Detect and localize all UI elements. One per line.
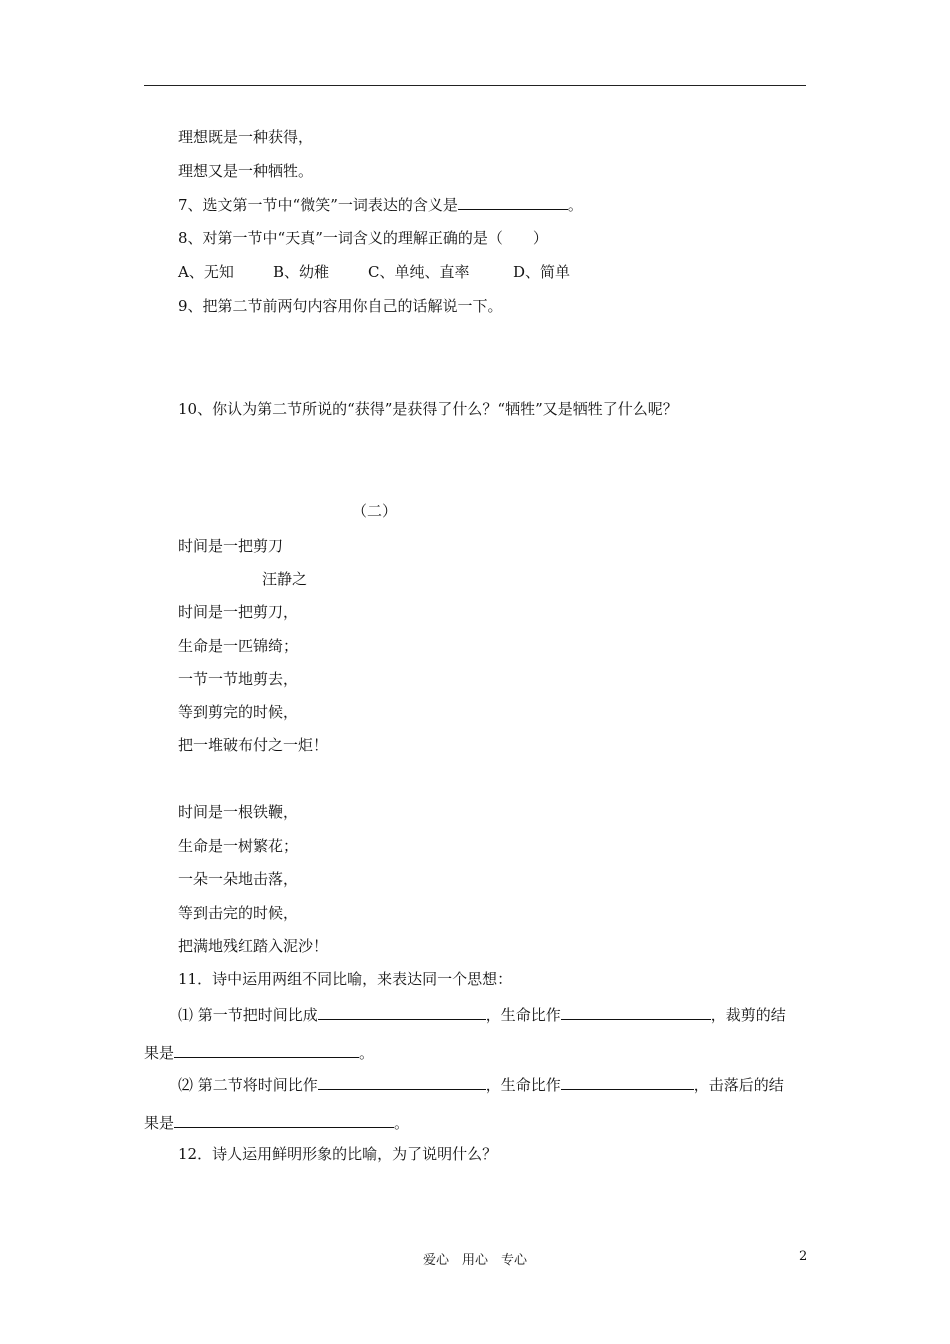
- question-11-2-cont: [144, 1112, 409, 1133]
- question-11: 11．诗中运用两组不同比喻，来表达同一个思想：: [178, 970, 513, 988]
- question-8: 8、对第一节中“天真”一词含义的理解正确的是（ ）: [178, 229, 548, 247]
- answer-blank[interactable]: [561, 1004, 711, 1020]
- question-7-text: 7、选文第一节中“微笑”一词表达的含义是: [178, 196, 458, 214]
- option-c[interactable]: C、单纯、直率: [368, 263, 470, 281]
- poem-line: 一节一节地剪去，: [178, 670, 299, 688]
- answer-blank[interactable]: [458, 194, 568, 210]
- question-11-1-text: 果是: [144, 1044, 175, 1062]
- question-11-2-text: 。: [394, 1114, 410, 1132]
- poem-line: 生命是一树繁花；: [178, 837, 299, 855]
- poem-line: 时间是一根铁鞭，: [178, 803, 299, 821]
- option-a[interactable]: A、无知: [178, 263, 234, 281]
- question-7-end: 。: [567, 196, 583, 214]
- poem-line: 生命是一匹锦绮；: [178, 637, 299, 655]
- poem-author: 汪静之: [262, 570, 308, 588]
- question-11-1: [178, 1004, 786, 1025]
- question-11-2-text: ，击落后的结: [693, 1076, 784, 1094]
- question-11-1-text: ⑴ 第一节把时间比成: [178, 1006, 318, 1024]
- answer-blank[interactable]: [318, 1074, 486, 1090]
- question-11-2: [178, 1074, 784, 1095]
- page-number: 2: [799, 1249, 808, 1264]
- poem-line: 理想既是一种获得，: [178, 128, 314, 146]
- footer-slogan: 爱心 用心 专心: [422, 1253, 527, 1268]
- question-10: 10、你认为第二节所说的“获得”是获得了什么？“牺牲”又是牺牲了什么呢？: [178, 400, 678, 418]
- question-11-1-cont: [144, 1042, 374, 1063]
- poem-line: 把满地残红踏入泥沙！: [178, 937, 329, 955]
- section-heading: （二）: [352, 502, 398, 520]
- option-b[interactable]: B、幼稚: [273, 263, 330, 281]
- question-11-1-text: ，裁剪的结: [710, 1006, 786, 1024]
- poem-line: 等到击完的时候，: [178, 904, 299, 922]
- poem-line: 时间是一把剪刀，: [178, 603, 299, 621]
- question-11-2-text: ⑵ 第二节将时间比作: [178, 1076, 318, 1094]
- question-8-options: [178, 262, 570, 282]
- question-7: [178, 194, 583, 215]
- question-9: 9、把第二节前两句内容用你自己的话解说一下。: [178, 297, 503, 315]
- poem-line: 把一堆破布付之一炬！: [178, 736, 329, 754]
- poem-line: 一朵一朵地击落，: [178, 870, 299, 888]
- poem-title: 时间是一把剪刀: [178, 537, 284, 555]
- question-11-2-text: ，生命比作: [485, 1076, 561, 1094]
- poem-line: 理想又是一种牺牲。: [178, 162, 314, 180]
- header-rule: [144, 85, 806, 86]
- question-12: 12．诗人运用鲜明形象的比喻，为了说明什么？: [178, 1145, 498, 1163]
- answer-blank[interactable]: [561, 1074, 694, 1090]
- poem-line: 等到剪完的时候，: [178, 703, 299, 721]
- question-11-1-text: ，生命比作: [485, 1006, 561, 1024]
- answer-blank[interactable]: [318, 1004, 486, 1020]
- option-d[interactable]: D、简单: [513, 263, 571, 281]
- question-11-2-text: 果是: [144, 1114, 175, 1132]
- question-11-1-text: 。: [359, 1044, 375, 1062]
- answer-blank[interactable]: [174, 1042, 359, 1058]
- answer-blank[interactable]: [174, 1112, 394, 1128]
